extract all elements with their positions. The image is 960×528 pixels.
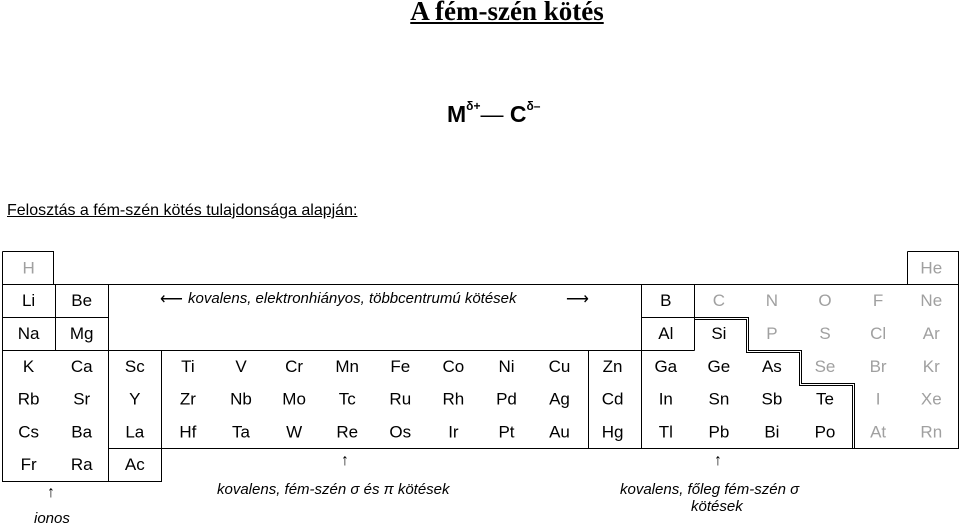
covalent-electron-deficient-note: kovalens, elektronhiányos, többcentrumú kötések bbox=[188, 290, 517, 307]
metal-symbol: M bbox=[447, 101, 467, 127]
element-la: La bbox=[125, 422, 145, 442]
element-mn: Mn bbox=[335, 356, 360, 376]
transition-metal-note: kovalens, fém-szén σ és π kötések bbox=[217, 481, 450, 498]
element-y: Y bbox=[129, 389, 141, 409]
element-xe: Xe bbox=[920, 389, 942, 409]
element-re: Re bbox=[336, 422, 359, 442]
element-cr: Cr bbox=[285, 356, 304, 376]
element-c: C bbox=[712, 291, 726, 311]
page-title: A fém-szén kötés bbox=[410, 0, 604, 26]
element-hf: Hf bbox=[179, 422, 197, 442]
element-fr: Fr bbox=[20, 455, 37, 475]
element-cl: Cl bbox=[870, 324, 887, 343]
element-ba: Ba bbox=[71, 422, 93, 442]
element-k: K bbox=[22, 356, 35, 376]
element-pt: Pt bbox=[498, 422, 515, 442]
carbon-partial-charge: δ– bbox=[526, 99, 541, 113]
element-ge: Ge bbox=[707, 356, 731, 376]
element-hg: Hg bbox=[601, 422, 624, 442]
element-zr: Zr bbox=[179, 389, 196, 409]
element-co: Co bbox=[442, 356, 465, 376]
element-ni: Ni bbox=[498, 356, 515, 376]
element-te: Te bbox=[816, 389, 834, 409]
element-cu: Cu bbox=[548, 356, 571, 376]
element-ra: Ra bbox=[70, 455, 93, 475]
element-sb: Sb bbox=[761, 389, 783, 409]
element-b: B bbox=[660, 291, 672, 311]
element-li: Li bbox=[21, 291, 36, 311]
element-se: Se bbox=[814, 356, 836, 376]
element-be: Be bbox=[71, 291, 93, 311]
element-mg: Mg bbox=[69, 324, 94, 343]
element-p: P bbox=[766, 324, 778, 343]
element-sn: Sn bbox=[708, 389, 730, 409]
element-tc: Tc bbox=[338, 389, 356, 409]
main-group-note-line1: kovalens, főleg fém-szén σ bbox=[620, 481, 800, 498]
main-group-note-line2: kötések bbox=[691, 498, 743, 515]
element-rn: Rn bbox=[920, 422, 943, 442]
element-po: Po bbox=[814, 422, 836, 442]
element-br: Br bbox=[869, 356, 887, 376]
element-at: At bbox=[870, 422, 887, 442]
element-rh: Rh bbox=[442, 389, 465, 409]
element-cd: Cd bbox=[601, 389, 624, 409]
element-f: F bbox=[872, 291, 884, 311]
element-os: Os bbox=[389, 422, 412, 442]
up-arrow-icon: ↑ bbox=[47, 484, 55, 501]
element-bi: Bi bbox=[764, 422, 780, 442]
element-ga: Ga bbox=[654, 356, 678, 376]
element-ca: Ca bbox=[70, 356, 93, 376]
element-zn: Zn bbox=[602, 356, 623, 376]
element-si: Si bbox=[711, 324, 727, 343]
element-al: Al bbox=[658, 324, 674, 343]
element-h: H bbox=[22, 258, 35, 278]
element-mo: Mo bbox=[282, 389, 306, 409]
up-arrow-icon: ↑ bbox=[341, 452, 349, 469]
element-na: Na bbox=[17, 324, 40, 343]
element-tl: Tl bbox=[658, 422, 673, 442]
element-v: V bbox=[235, 356, 247, 376]
element-i: I bbox=[875, 389, 881, 409]
element-ne: Ne bbox=[920, 291, 943, 311]
bond-line: — bbox=[480, 101, 504, 127]
element-as: As bbox=[761, 356, 782, 376]
element-ta: Ta bbox=[232, 422, 250, 442]
element-in: In bbox=[658, 389, 673, 409]
element-sc: Sc bbox=[124, 356, 145, 376]
element-he: He bbox=[920, 258, 943, 278]
element-nb: Nb bbox=[230, 389, 252, 409]
right-arrow-icon: ⟶ bbox=[566, 291, 589, 308]
up-arrow-icon: ↑ bbox=[714, 452, 722, 469]
metal-partial-charge: δ+ bbox=[466, 99, 481, 113]
element-sr: Sr bbox=[73, 389, 91, 409]
element-o: O bbox=[818, 291, 832, 311]
element-w: W bbox=[286, 422, 303, 442]
element-s: S bbox=[819, 324, 831, 343]
element-kr: Kr bbox=[922, 356, 940, 376]
left-arrow-icon: ⟵ bbox=[160, 291, 183, 308]
carbon-symbol: C bbox=[509, 101, 527, 127]
element-ac: Ac bbox=[124, 455, 145, 475]
element-ir: Ir bbox=[448, 422, 459, 442]
element-pb: Pb bbox=[708, 422, 730, 442]
element-rb: Rb bbox=[17, 389, 40, 409]
element-cs: Cs bbox=[18, 422, 39, 442]
element-au: Au bbox=[549, 422, 570, 442]
element-ar: Ar bbox=[922, 324, 940, 343]
element-ti: Ti bbox=[181, 356, 195, 376]
ionic-note: ionos bbox=[34, 510, 70, 527]
element-ru: Ru bbox=[389, 389, 412, 409]
element-fe: Fe bbox=[390, 356, 411, 376]
element-pd: Pd bbox=[496, 389, 517, 409]
element-n: N bbox=[765, 291, 779, 311]
classification-heading: Felosztás a fém-szén kötés tulajdonsága alapján: bbox=[7, 202, 358, 219]
element-ag: Ag bbox=[549, 389, 570, 409]
